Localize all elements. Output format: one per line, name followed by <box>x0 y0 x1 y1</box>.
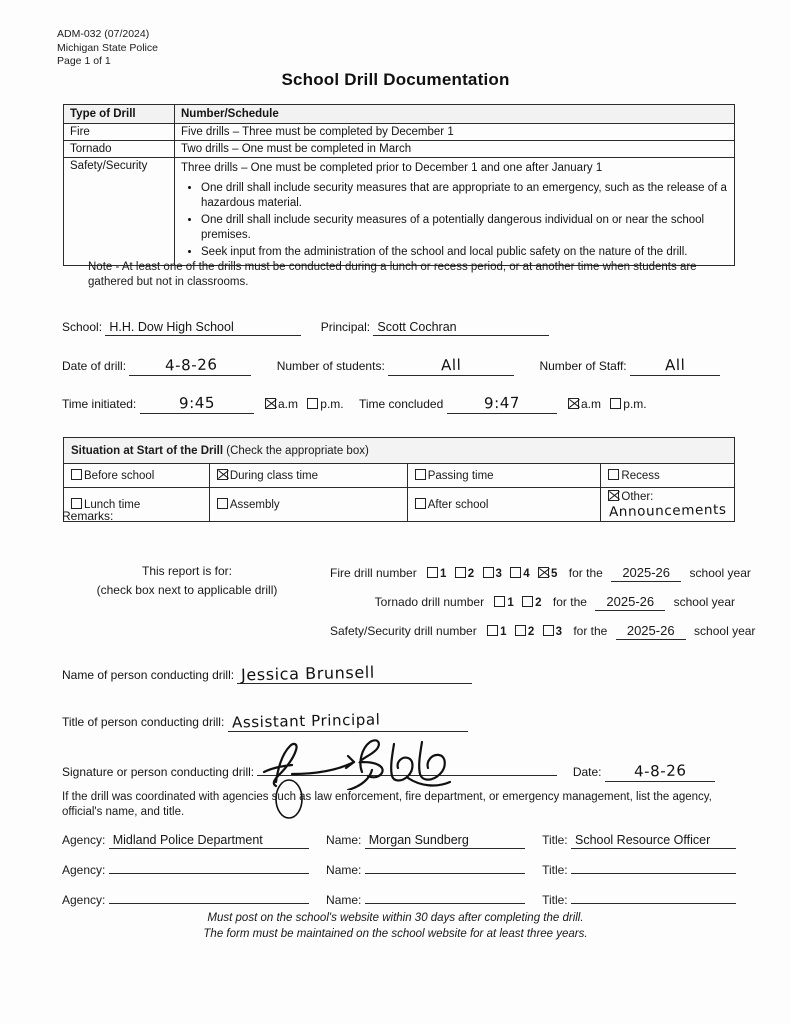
checkbox-icon[interactable] <box>415 498 426 509</box>
agency-row-3 <box>62 893 736 907</box>
box-number: 5 <box>551 568 558 580</box>
checkbox-icon[interactable] <box>568 398 579 409</box>
school-input[interactable]: H.H. Dow High School <box>105 320 301 336</box>
drill-times-row <box>62 394 647 414</box>
time-initiated-label: Time initiated: <box>62 397 137 411</box>
conductor-signature-row <box>62 756 715 782</box>
checkbox-icon[interactable] <box>494 596 505 607</box>
box-number: 3 <box>555 626 562 638</box>
fire-school-year-input[interactable]: 2025-26 <box>611 565 681 582</box>
checkbox-icon[interactable] <box>455 567 466 578</box>
am-label: a.m <box>277 397 298 411</box>
option-label: During class time <box>229 470 319 482</box>
name-label: Name: <box>326 893 362 907</box>
drill-schedule-fire: Five drills – Three must be completed by December 1 <box>175 124 735 141</box>
checkbox-icon[interactable] <box>71 469 82 480</box>
fire-for-the-label: for the <box>568 566 603 580</box>
safety-drill-number-row <box>330 623 756 640</box>
conductor-title-input[interactable]: Assistant Principal <box>228 712 468 732</box>
title-label: Title: <box>542 893 568 907</box>
official-title-input-2[interactable] <box>571 872 736 874</box>
page-title: School Drill Documentation <box>281 70 510 89</box>
time-initiated-am-option[interactable] <box>265 397 298 411</box>
signature-input[interactable] <box>257 756 557 776</box>
conductor-name-label: Name of person conducting drill: <box>62 668 235 682</box>
checkbox-icon[interactable] <box>217 498 228 509</box>
checkbox-icon[interactable] <box>538 567 549 578</box>
agency-label: Agency: <box>62 833 106 847</box>
situation-option-recess[interactable] <box>601 464 735 488</box>
title-label: Title: <box>542 833 568 847</box>
time-concluded-input[interactable]: 9:47 <box>447 394 557 414</box>
checkbox-icon[interactable] <box>515 625 526 636</box>
checkbox-icon[interactable] <box>543 625 554 636</box>
situation-row <box>64 488 735 522</box>
fire-box-4[interactable] <box>510 566 534 580</box>
list-item: • Seek input from the administration of the school and local public safety on the nature of the drill. <box>201 245 728 260</box>
situation-heading-row <box>64 438 735 464</box>
situation-heading-rest: (Check the appropriate box) <box>223 444 369 457</box>
school-label: School: <box>62 320 103 334</box>
checkbox-icon[interactable] <box>487 625 498 636</box>
checkbox-icon[interactable] <box>522 596 533 607</box>
tornado-for-the-label: for the <box>552 595 587 609</box>
option-label: Other: <box>621 491 654 503</box>
situation-row <box>64 464 735 488</box>
drill-schedule-table <box>63 104 735 266</box>
time-concluded-pm-option[interactable] <box>610 397 646 411</box>
box-number: 3 <box>495 568 502 580</box>
safety-box-2[interactable] <box>515 624 539 638</box>
checkbox-icon[interactable] <box>307 398 318 409</box>
school-field-row <box>62 320 549 336</box>
official-name-input-2[interactable] <box>365 872 525 874</box>
principal-input[interactable]: Scott Cochran <box>373 320 549 336</box>
agency-input-2[interactable] <box>109 872 309 874</box>
official-title-input-1[interactable]: School Resource Officer <box>571 833 736 849</box>
fire-school-year-label: school year <box>689 566 751 580</box>
agency-label: Agency: <box>62 893 106 907</box>
checkbox-icon[interactable] <box>427 567 438 578</box>
conductor-title-row <box>62 712 468 732</box>
name-label: Name: <box>326 833 362 847</box>
students-count-input[interactable]: All <box>388 356 514 376</box>
table-row <box>64 141 735 158</box>
conductor-signature-label: Signature or person conducting drill: <box>62 765 255 779</box>
conductor-title-label: Title of person conducting drill: <box>62 715 225 729</box>
checkbox-icon[interactable] <box>608 469 619 480</box>
drill-schedule-tornado: Two drills – One must be completed in March <box>175 141 735 158</box>
official-title-input-3[interactable] <box>571 902 736 904</box>
situation-heading-bold: Situation at Start of the Drill <box>71 444 224 457</box>
safety-for-the-label: for the <box>573 624 608 638</box>
tornado-drill-number-label: Tornado drill number <box>374 595 485 609</box>
option-label: Passing time <box>427 470 494 482</box>
page-number: Page 1 of 1 <box>57 55 111 67</box>
time-concluded-label: Time concluded <box>358 397 444 411</box>
date-of-drill-label: Date of drill: <box>62 359 127 373</box>
drill-type-safety: Safety/Security <box>64 158 175 266</box>
drill-type-fire: Fire <box>64 124 175 141</box>
box-number: 1 <box>500 626 507 638</box>
checkbox-icon[interactable] <box>483 567 494 578</box>
form-header-identifiers <box>57 28 158 69</box>
time-initiated-pm-option[interactable] <box>307 397 343 411</box>
principal-label: Principal: <box>320 320 371 334</box>
report-for-line2: (check box next to applicable drill) <box>96 583 278 597</box>
checkbox-icon[interactable] <box>217 469 228 480</box>
official-name-input-3[interactable] <box>365 902 525 904</box>
checkbox-icon[interactable] <box>510 567 521 578</box>
list-item: • One drill shall include security measures that are appropriate to an emergency, such as the release of a hazardous material. <box>201 181 728 211</box>
situation-option-assembly[interactable] <box>209 488 407 522</box>
form-id: ADM-032 (07/2024) <box>57 28 150 40</box>
footer-line-1: Must post on the school's website within 30 days after completing the drill. <box>207 912 584 924</box>
pm-label: p.m. <box>320 397 344 411</box>
issuing-agency: Michigan State Police <box>57 41 158 54</box>
checkbox-icon[interactable] <box>610 398 621 409</box>
title-label: Title: <box>542 863 568 877</box>
safety-requirements-list <box>181 181 728 260</box>
safety-schedule-lead: Three drills – One must be completed prior to December 1 and one after January 1 <box>181 162 603 174</box>
date-of-drill-input[interactable]: 4-8-26 <box>129 356 251 376</box>
safety-drill-number-label: Safety/Security drill number <box>330 624 477 638</box>
conductor-name-row <box>62 664 472 684</box>
drill-date-row <box>62 356 720 376</box>
time-concluded-am-option[interactable] <box>568 397 601 411</box>
drill-schedule-safety <box>175 158 735 266</box>
coordination-note: If the drill was coordinated with agencies such as law enforcement, fire department, or emergency management, list the agency, official's name, and title. <box>62 791 712 818</box>
tornado-box-1[interactable] <box>494 595 518 609</box>
staff-count-label: Number of Staff: <box>539 359 627 373</box>
report-for-block <box>62 562 312 600</box>
drill-type-tornado: Tornado <box>64 141 175 158</box>
column-header-type: Type of Drill <box>64 105 175 124</box>
remarks-label: Remarks: <box>62 509 114 523</box>
tornado-school-year-input[interactable]: 2025-26 <box>595 594 665 611</box>
tornado-box-2[interactable] <box>522 595 546 609</box>
situation-option-other[interactable] <box>601 488 735 522</box>
agency-input-3[interactable] <box>109 902 309 904</box>
agency-input-1[interactable]: Midland Police Department <box>109 833 309 849</box>
signature-date-label: Date: <box>572 765 602 779</box>
agency-row-1 <box>62 833 736 849</box>
agency-row-2 <box>62 863 736 877</box>
table-row <box>64 158 735 266</box>
pm-label: p.m. <box>623 397 647 411</box>
tornado-school-year-label: school year <box>673 595 735 609</box>
fire-drill-number-label: Fire drill number <box>330 566 417 580</box>
remarks-row <box>62 509 117 523</box>
column-header-schedule: Number/Schedule <box>175 105 735 124</box>
table-header-row <box>64 105 735 124</box>
safety-school-year-label: school year <box>694 624 756 638</box>
checkbox-icon[interactable] <box>265 398 276 409</box>
conductor-name-input[interactable]: Jessica Brunsell <box>237 664 472 684</box>
footer-line-2: The form must be maintained on the school website for at least three years. <box>203 927 588 940</box>
option-label: Lunch time <box>84 499 141 511</box>
signature-date-input[interactable]: 4-8-26 <box>605 762 715 782</box>
situation-option-after-school[interactable] <box>407 488 601 522</box>
safety-box-1[interactable] <box>487 624 511 638</box>
official-name-input-1[interactable]: Morgan Sundberg <box>365 833 525 849</box>
fire-box-5[interactable] <box>538 566 562 580</box>
staff-count-input[interactable]: All <box>630 356 720 376</box>
fire-drill-number-row <box>330 565 751 582</box>
time-initiated-input[interactable]: 9:45 <box>140 394 254 414</box>
list-item: • One drill shall include security measures of a potentially dangerous individual on or near the school premises. <box>201 213 728 243</box>
safety-school-year-input[interactable]: 2025-26 <box>616 623 686 640</box>
box-number: 2 <box>527 626 535 638</box>
option-label: Assembly <box>229 499 280 511</box>
agency-label: Agency: <box>62 863 106 877</box>
option-label: Before school <box>84 470 155 482</box>
fire-box-3[interactable] <box>483 566 507 580</box>
fire-box-1[interactable] <box>427 566 451 580</box>
box-number: 2 <box>467 568 475 580</box>
checkbox-icon[interactable] <box>71 498 82 509</box>
am-label: a.m <box>580 397 601 411</box>
situation-option-passing-time[interactable] <box>407 464 601 488</box>
checkbox-icon[interactable] <box>415 469 426 480</box>
box-number: 1 <box>507 597 514 609</box>
box-number: 2 <box>535 597 542 609</box>
students-count-label: Number of students: <box>276 359 385 373</box>
situation-option-during-class-time[interactable] <box>209 464 407 488</box>
box-number: 1 <box>440 568 447 580</box>
situation-at-start-table <box>63 437 735 522</box>
name-label: Name: <box>326 863 362 877</box>
situation-heading <box>64 438 735 464</box>
footer-instructions <box>0 911 791 942</box>
situation-option-before-school[interactable] <box>64 464 210 488</box>
lunch-recess-note: Note - At least one of the drills must be conducted during a lunch or recess period, or at another time when students are gathered but not in classrooms. <box>88 261 697 288</box>
option-label: After school <box>427 499 489 511</box>
box-number: 4 <box>523 568 530 580</box>
safety-box-3[interactable] <box>543 624 567 638</box>
table-row <box>64 124 735 141</box>
other-situation-input[interactable]: Announcements <box>609 501 728 521</box>
fire-box-2[interactable] <box>455 566 479 580</box>
checkbox-icon[interactable] <box>608 490 619 501</box>
report-for-line1: This report is for: <box>141 564 233 578</box>
option-label: Recess <box>621 470 660 482</box>
tornado-drill-number-row <box>330 594 735 611</box>
